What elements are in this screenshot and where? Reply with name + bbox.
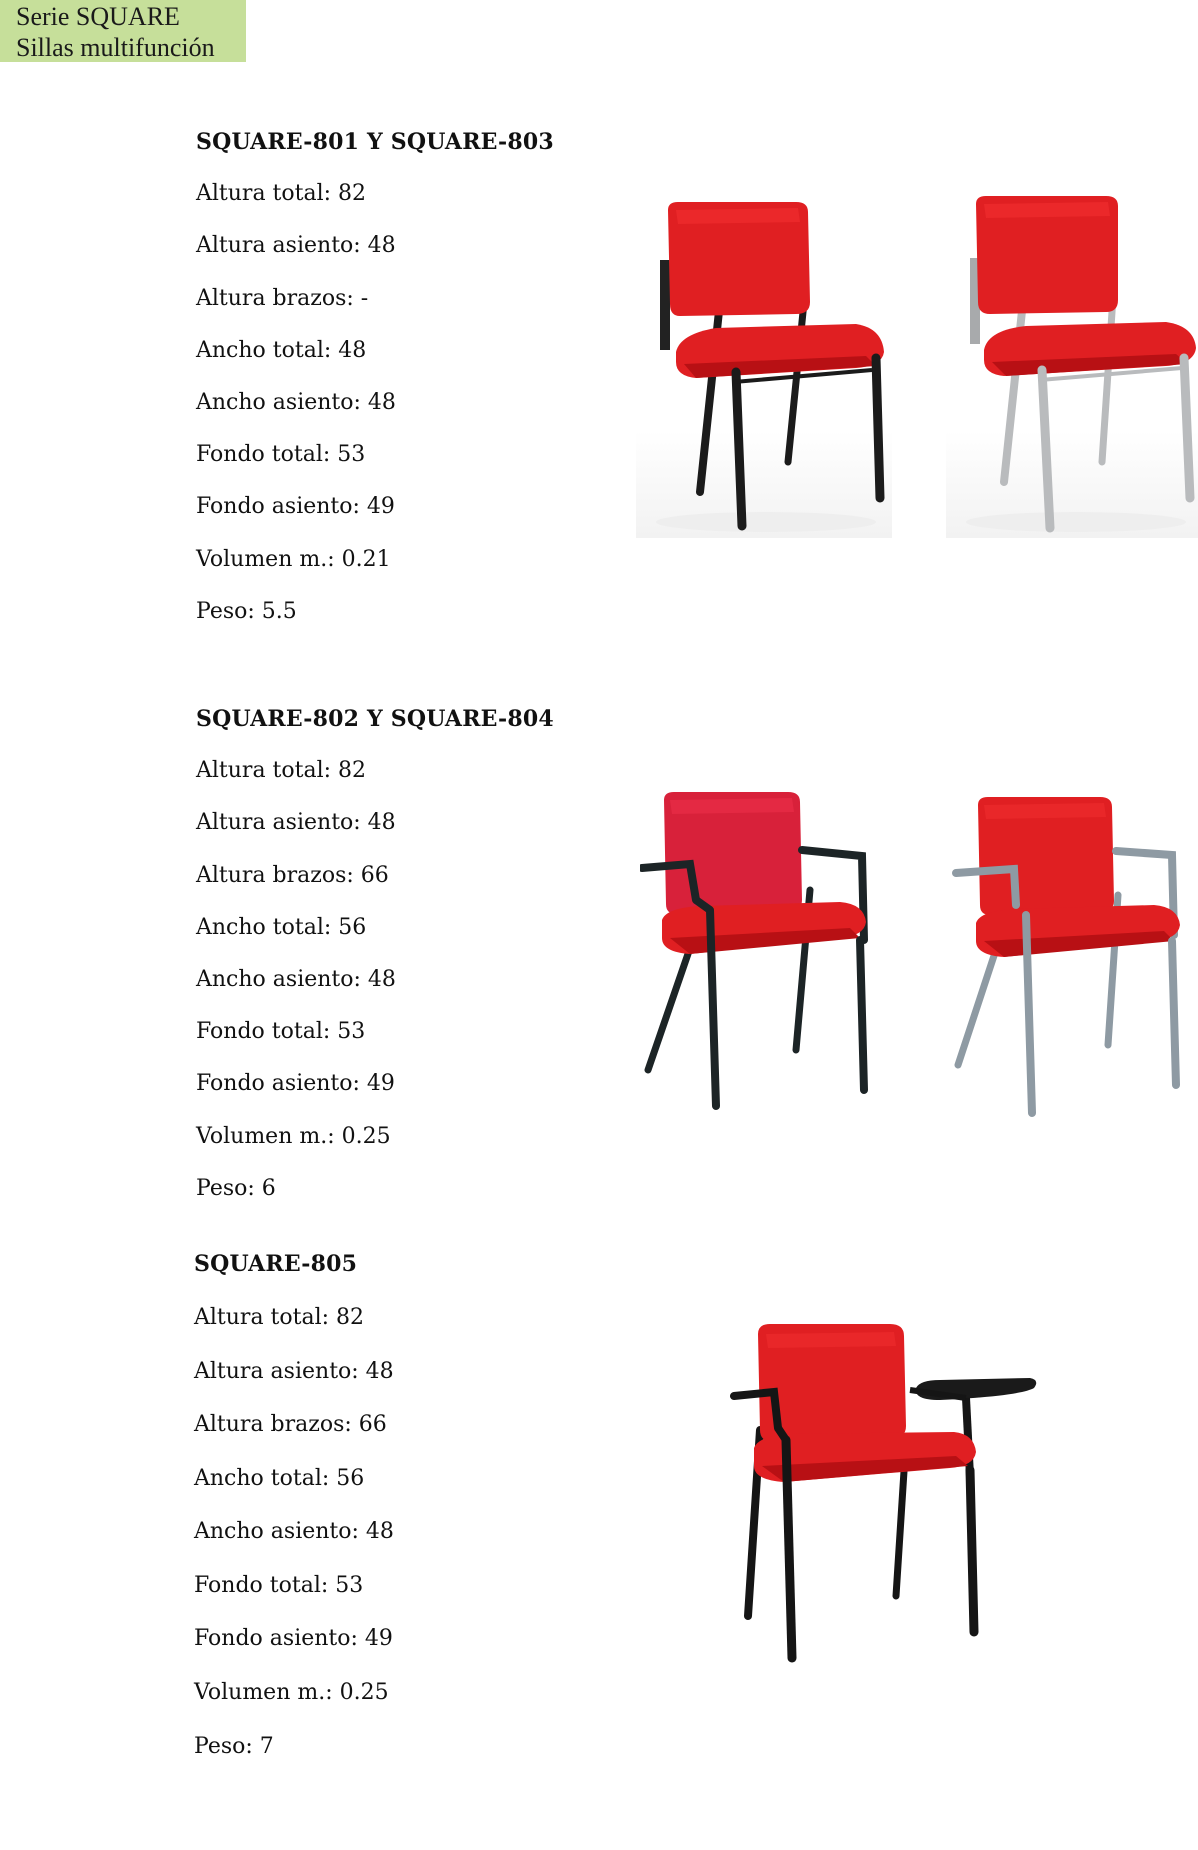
spec-line: Altura brazos: 66: [194, 1412, 387, 1437]
spec-line: Altura asiento: 48: [196, 810, 396, 835]
series-title: Serie SQUARE: [16, 2, 180, 31]
spec-line: Altura brazos: -: [196, 286, 369, 311]
tablet-chair-photo: [730, 1320, 1040, 1670]
model-title: SQUARE-802 Y SQUARE-804: [196, 706, 554, 732]
model-title: SQUARE-801 Y SQUARE-803: [196, 129, 554, 155]
spec-line: Fondo asiento: 49: [194, 1626, 393, 1651]
spec-line: Fondo total: 53: [194, 1573, 364, 1598]
spec-line: Ancho asiento: 48: [196, 390, 396, 415]
spec-line: Fondo asiento: 49: [196, 1071, 395, 1096]
series-subtitle: Sillas multifunción: [16, 33, 215, 62]
model-title: SQUARE-805: [194, 1251, 358, 1277]
spec-line: Ancho asiento: 48: [196, 967, 396, 992]
spec-line: Altura asiento: 48: [194, 1359, 394, 1384]
spec-line: Altura total: 82: [196, 758, 367, 783]
armchair-photo-black-frame: [640, 790, 880, 1120]
spec-line: Altura asiento: 48: [196, 233, 396, 258]
spec-line: Volumen m.: 0.21: [196, 547, 391, 572]
spec-line: Fondo asiento: 49: [196, 494, 395, 519]
spec-line: Peso: 6: [196, 1176, 276, 1201]
chair-photo-black-frame: [636, 182, 892, 538]
spec-line: Peso: 7: [194, 1734, 274, 1759]
spec-line: Altura brazos: 66: [196, 863, 389, 888]
model-block-801-803: [196, 128, 636, 628]
spec-line: Ancho total: 56: [194, 1466, 365, 1491]
spec-line: Fondo total: 53: [196, 1019, 366, 1044]
spec-line: Ancho total: 56: [196, 915, 367, 940]
spec-line: Fondo total: 53: [196, 442, 366, 467]
spec-line: Altura total: 82: [196, 181, 367, 206]
series-header: [0, 0, 246, 62]
spec-line: Volumen m.: 0.25: [196, 1124, 391, 1149]
spec-line: Ancho asiento: 48: [194, 1519, 394, 1544]
spec-line: Volumen m.: 0.25: [194, 1680, 389, 1705]
spec-line: Peso: 5.5: [196, 599, 297, 624]
model-block-805: [196, 1250, 636, 1770]
spec-line: Altura total: 82: [194, 1305, 365, 1330]
armchair-photo-grey-frame: [950, 795, 1190, 1125]
model-block-802-804: [196, 705, 636, 1205]
chair-photo-grey-frame: [946, 182, 1198, 538]
spec-line: Ancho total: 48: [196, 338, 367, 363]
